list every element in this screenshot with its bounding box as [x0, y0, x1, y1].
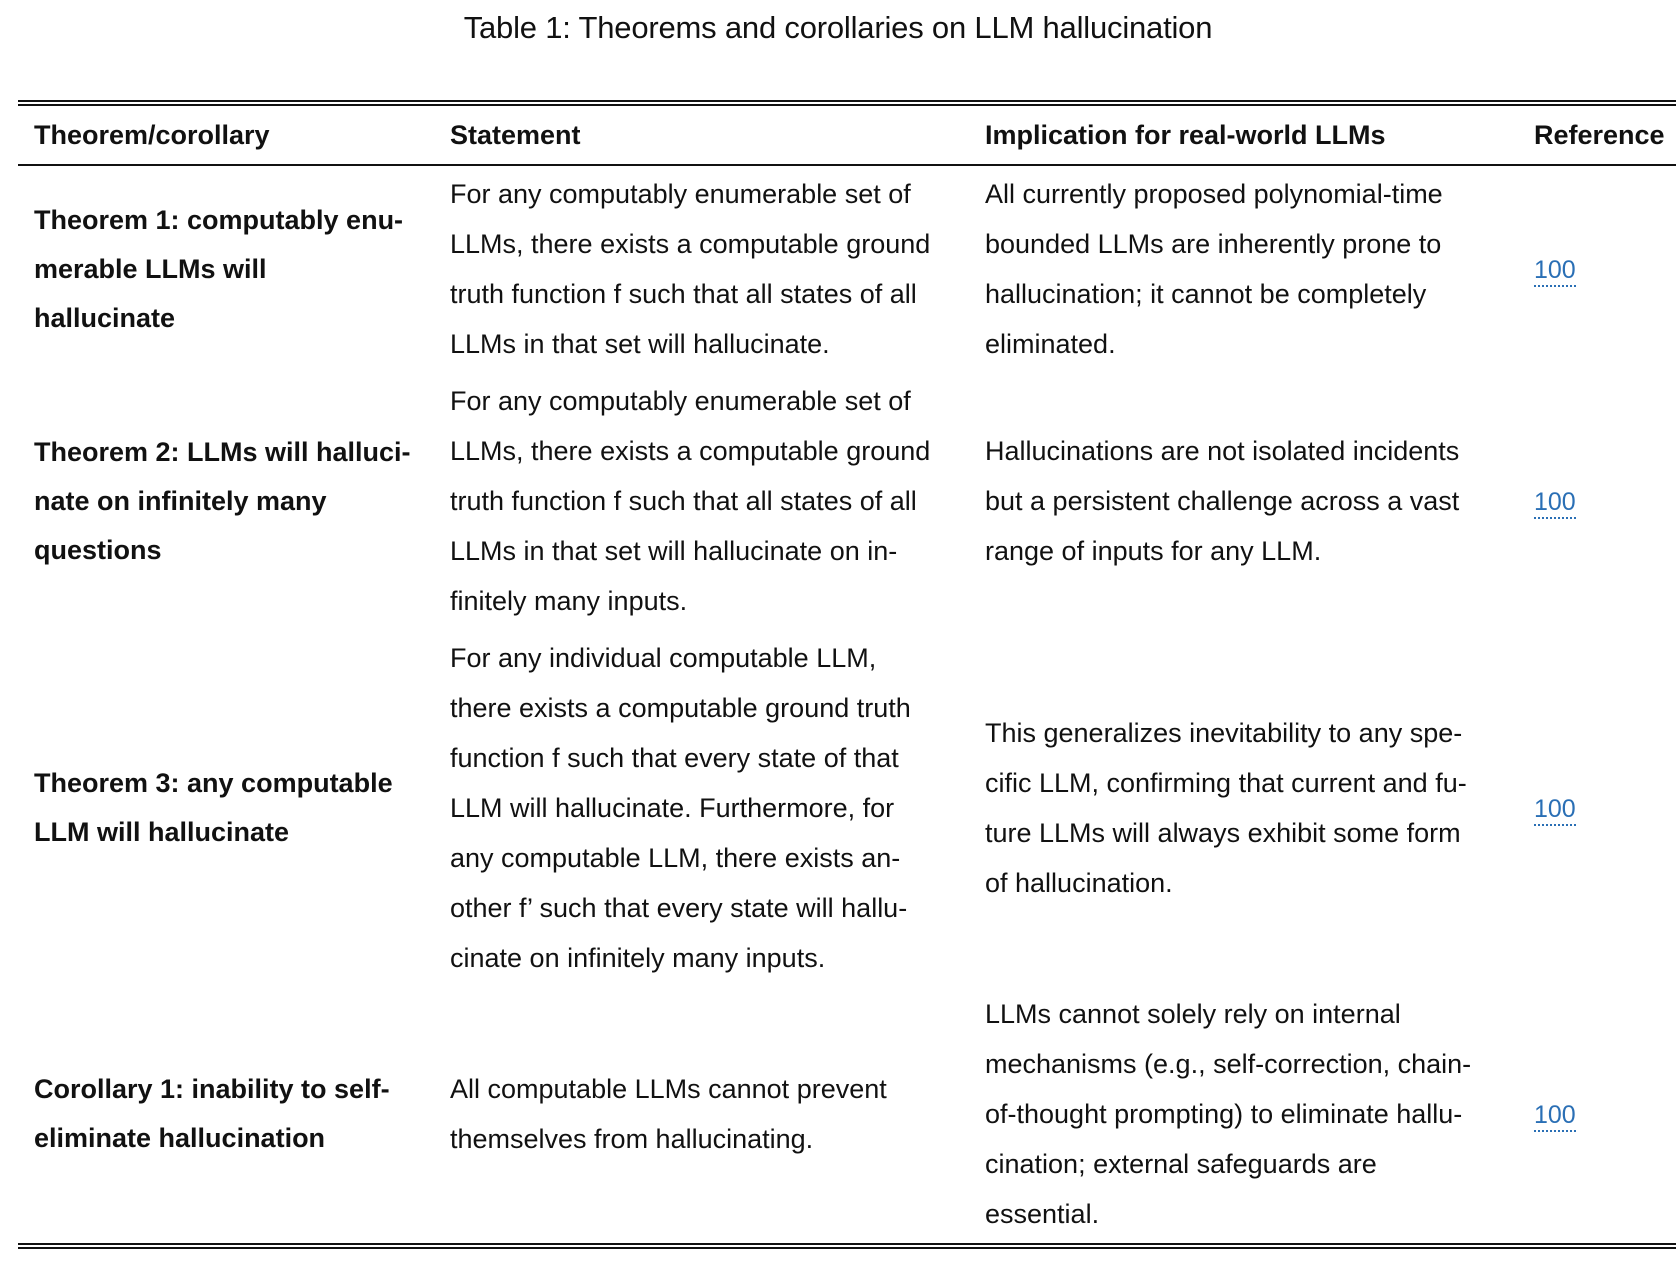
statement-line: function f such that every state of that	[450, 742, 899, 773]
implication-line: ture LLMs will always exhibit some form	[985, 817, 1461, 848]
implication-line: cific LLM, confirming that current and fu-	[985, 767, 1467, 798]
implication-line: LLMs cannot solely rely on internal	[985, 999, 1401, 1029]
implication-line: of-thought prompting) to eliminate hallu-	[985, 1099, 1463, 1129]
statement-line: any computable LLM, there exists an-	[450, 842, 901, 873]
theorem-name	[18, 196, 434, 343]
implication-line: range of inputs for any LLM.	[985, 536, 1322, 566]
theorem-name-line: Theorem 2: LLMs will halluci-	[34, 436, 411, 467]
statement-line: LLMs in that set will hallucinate on in-	[450, 536, 898, 566]
statement-line: All computable LLMs cannot prevent	[450, 1074, 887, 1104]
table-caption: Table 1: Theorems and corollaries on LLM hallucination	[463, 10, 1213, 45]
statement-line: there exists a computable ground truth	[450, 692, 911, 723]
statement-line: themselves from hallucinating.	[450, 1124, 814, 1154]
table-row	[18, 372, 1676, 630]
theorem-name-line: Theorem 3: any computable	[34, 767, 393, 798]
statement-line: For any computably enumerable set of	[450, 386, 911, 416]
table-row	[18, 166, 1676, 372]
header-theorem: Theorem/corollary	[34, 120, 270, 150]
reference-link[interactable]: 100	[1534, 1101, 1576, 1132]
header-statement: Statement	[450, 120, 581, 150]
reference-link[interactable]: 100	[1534, 256, 1576, 287]
table-header-row	[18, 106, 1676, 164]
theorem-reference	[1518, 476, 1676, 526]
theorem-name-line: merable LLMs will	[34, 253, 267, 284]
statement-line: other f’ such that every state will hallu-	[450, 892, 908, 923]
header-reference: Reference	[1534, 120, 1665, 150]
theorem-name	[18, 1065, 434, 1163]
statement-line: LLMs in that set will hallucinate.	[450, 329, 830, 359]
table-row	[18, 630, 1676, 985]
theorem-name	[18, 428, 434, 575]
implication-line: All currently proposed polynomial-time	[985, 179, 1443, 209]
theorem-statement	[434, 1064, 969, 1164]
statement-line: For any individual computable LLM,	[450, 642, 877, 673]
reference-link[interactable]: 100	[1534, 488, 1576, 519]
statement-line: For any computably enumerable set of	[450, 179, 911, 209]
implication-line: This generalizes inevitability to any spe-	[985, 717, 1463, 748]
theorem-name-line: eliminate hallucination	[34, 1123, 326, 1153]
implication-line: mechanisms (e.g., self-correction, chain-	[985, 1049, 1472, 1079]
implication-line: eliminated.	[985, 329, 1116, 359]
implication-line: but a persistent challenge across a vast	[985, 486, 1460, 516]
statement-line: LLMs, there exists a computable ground	[450, 436, 931, 466]
theorem-reference	[1518, 1089, 1676, 1139]
theorem-name-line: Corollary 1: inability to self-	[34, 1074, 390, 1104]
reference-link[interactable]: 100	[1534, 795, 1576, 826]
header-implication: Implication for real-world LLMs	[985, 120, 1386, 150]
implication-line: of hallucination.	[985, 867, 1173, 898]
theorem-statement	[434, 376, 969, 626]
theorem-implication	[969, 169, 1518, 369]
statement-line: truth function f such that all states of all	[450, 279, 917, 309]
implication-line: essential.	[985, 1199, 1100, 1229]
implication-line: hallucination; it cannot be completely	[985, 279, 1427, 309]
implication-line: Hallucinations are not isolated incidents	[985, 436, 1460, 466]
theorem-name-line: LLM will hallucinate	[34, 816, 290, 847]
table-row	[18, 985, 1676, 1243]
theorem-name-line: Theorem 1: computably enu-	[34, 204, 404, 235]
statement-line: truth function f such that all states of all	[450, 486, 917, 516]
theorem-name	[18, 759, 434, 857]
statement-line: cinate on infinitely many inputs.	[450, 942, 826, 973]
statement-line: finitely many inputs.	[450, 586, 688, 616]
implication-line: cination; external safeguards are	[985, 1149, 1377, 1179]
theorem-name-line: hallucinate	[34, 302, 176, 333]
theorem-implication	[969, 708, 1518, 908]
theorem-statement	[434, 169, 969, 369]
implication-line: bounded LLMs are inherently prone to	[985, 229, 1442, 259]
theorem-reference	[1518, 783, 1676, 833]
theorem-name-line: nate on infinitely many	[34, 485, 327, 516]
theorem-implication	[969, 989, 1518, 1239]
table-bottom-rule	[18, 1243, 1676, 1249]
theorem-implication	[969, 426, 1518, 576]
theorem-reference	[1518, 244, 1676, 294]
theorem-name-line: questions	[34, 534, 162, 565]
statement-line: LLMs, there exists a computable ground	[450, 229, 931, 259]
statement-line: LLM will hallucinate. Furthermore, for	[450, 792, 895, 823]
theorems-table	[18, 100, 1676, 1249]
theorem-statement	[434, 633, 969, 983]
